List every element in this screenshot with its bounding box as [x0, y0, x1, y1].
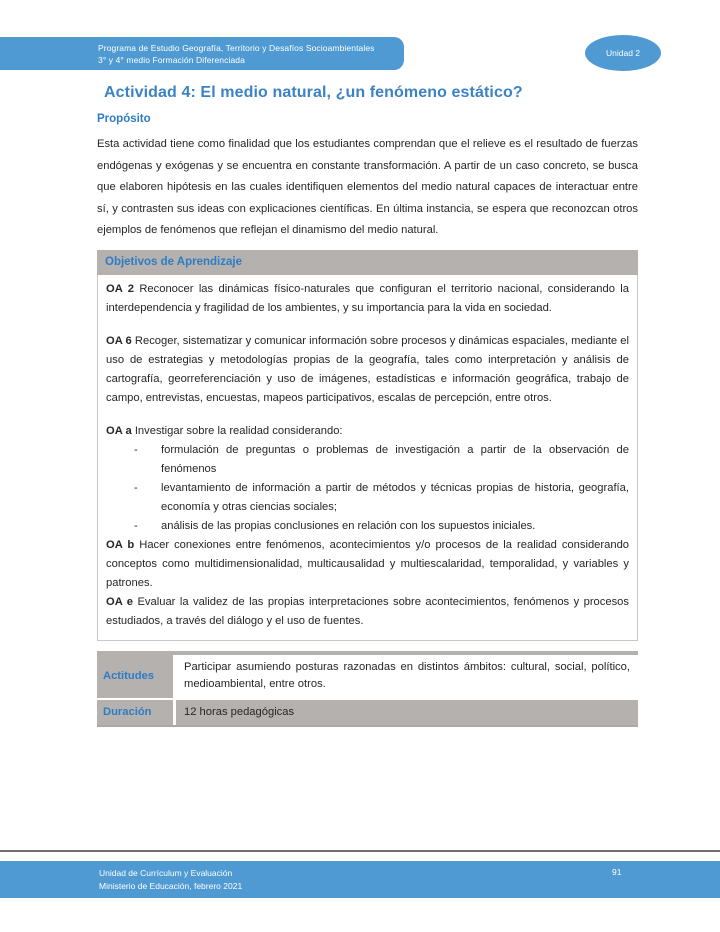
oa-a-bullet — [134, 441, 629, 479]
actitudes-value: Participar asumiendo posturas razonadas en distintos ámbitos: cultural, social, político, medioambiental, entre otros. — [184, 660, 630, 690]
program-title-line1: Programa de Estudio Geografía, Territorio y Desafíos Socioambientales — [98, 42, 375, 53]
footer-org-line2: Ministerio de Educación, febrero 2021 — [99, 881, 243, 891]
footer-org-line1: Unidad de Currículum y Evaluación — [99, 868, 233, 878]
actitudes-label: Actitudes — [97, 655, 173, 698]
main-content — [97, 113, 638, 727]
oa-item-e — [106, 593, 629, 631]
oa-item-a — [106, 422, 629, 441]
footer-divider-line — [0, 850, 720, 852]
oa-text: Investigar sobre la realidad considerando: — [134, 424, 343, 437]
oa-code: OA 6 — [106, 334, 132, 347]
unit-badge-label: Unidad 2 — [605, 48, 641, 58]
oa-code: OA 2 — [106, 282, 134, 295]
activity-title: Actividad 4: El medio natural, ¿un fenómeno estático? — [104, 84, 523, 101]
table-row-duracion — [97, 700, 638, 726]
oa-text: Recoger, sistematizar y comunicar información sobre procesos y dinámicas espaciales, mediante el uso de estrategias y metodologías propias de la geografía, tales como interpretación y análisis de cartografía, georreferenciación y uso de imágenes, estadísticas e información geográfica, trabajo de campo, entrevistas, encuestas, mapeos participativos, escalas de percepción, entre otros. — [106, 334, 630, 404]
unit-badge — [585, 35, 661, 71]
program-banner — [0, 37, 404, 70]
duracion-label: Duración — [97, 700, 173, 726]
objetivos-header: Objetivos de Aprendizaje — [97, 250, 638, 275]
oa-text: Reconocer las dinámicas físico-naturales que configuran el territorio nacional, considerando la interdependencia y fragilidad de los ambientes, y su importancia para la vida en sociedad. — [106, 282, 629, 314]
oa-code: OA b — [106, 538, 135, 551]
oa-code: OA a — [106, 424, 132, 437]
page-number: 91 — [612, 867, 622, 877]
bullet-text: formulación de preguntas o problemas de investigación a partir de la observación de fenómenos — [161, 443, 629, 475]
program-title-line2: 3° y 4° medio Formación Diferenciada — [98, 54, 245, 65]
bullet-dash: - — [134, 481, 138, 494]
oa-a-bullet — [134, 479, 629, 517]
footer-bar — [0, 861, 720, 898]
objetivos-body — [97, 275, 638, 641]
oa-item-b — [106, 536, 629, 593]
oa-item-6 — [106, 332, 629, 408]
oa-item-2 — [106, 280, 629, 318]
bullet-text: levantamiento de información a partir de métodos y técnicas propias de historia, geografía, economía y otras ciencias sociales; — [161, 481, 629, 513]
proposito-heading: Propósito — [97, 113, 151, 125]
bullet-dash: - — [134, 519, 138, 532]
oa-a-bullet — [134, 517, 629, 536]
table-row-actitudes — [97, 655, 638, 698]
proposito-paragraph: Esta actividad tiene como finalidad que los estudiantes comprendan que el relieve es el resultado de fuerzas endógenas y exógenas y se encuentra en constante transformación. A partir de un caso concreto, se busca que elaboren hipótesis en las cuales identifiquen elementos del medio natural capaces de interactuar entre sí, y contrasten sus ideas con explicaciones científicas. En última instancia, se espera que reconozcan otros ejemplos de fenómenos que reflejan el dinamismo del medio natural. — [97, 138, 638, 236]
bullet-dash: - — [134, 443, 138, 456]
objetivos-box — [97, 250, 638, 641]
oa-text: Hacer conexiones entre fenómenos, acontecimientos y/o procesos de la realidad considerando conceptos como multidimensionalidad, multicausalidad y multiescalaridad, temporalidad, y variables y patrones. — [106, 538, 630, 589]
bullet-text: análisis de las propias conclusiones en relación con los supuestos iniciales. — [161, 519, 536, 532]
oa-text: Evaluar la validez de las propias interpretaciones sobre acontecimientos, fenómenos y procesos estudiados, a través del diálogo y el uso de fuentes. — [106, 595, 629, 627]
oa-a-bullet-list — [106, 441, 629, 536]
duracion-value: 12 horas pedagógicas — [176, 700, 638, 726]
activity-info-table — [97, 651, 638, 728]
oa-code: OA e — [106, 595, 134, 608]
